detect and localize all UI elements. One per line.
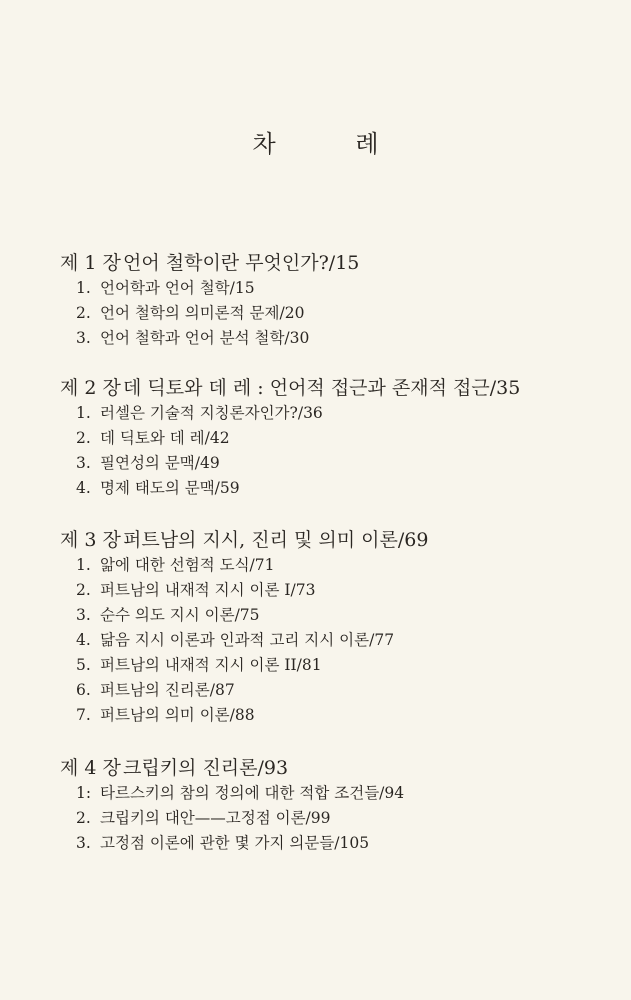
- chapter-title: 언어 철학이란 무엇인가?/15: [123, 252, 360, 274]
- chapter-1: [60, 250, 620, 351]
- chapter-number: 제 1 장: [60, 252, 121, 274]
- entry-number: 2.: [76, 581, 91, 599]
- toc-entry: [60, 806, 620, 831]
- chapter-number: 제 3 장: [60, 529, 121, 551]
- entry-title: 순수 의도 지시 이론/75: [100, 606, 260, 624]
- toc-entry: [60, 476, 620, 501]
- chapter-title: 크립키의 진리론/93: [123, 757, 289, 779]
- entry-title: 명제 태도의 문맥/59: [100, 479, 240, 497]
- entry-title: 타르스키의 참의 정의에 대한 적합 조건들/94: [100, 784, 405, 802]
- toc-entry: [60, 578, 620, 603]
- entry-number: 5.: [76, 656, 91, 674]
- entry-number: 1:: [76, 784, 92, 802]
- entry-title: 앎에 대한 선험적 도식/71: [100, 556, 275, 574]
- toc-entry: [60, 553, 620, 578]
- chapter-number: 제 2 장: [60, 377, 121, 399]
- entry-title: 언어학과 언어 철학/15: [100, 279, 255, 297]
- entry-number: 1.: [76, 404, 91, 422]
- entry-number: 2.: [76, 429, 91, 447]
- chapter-3: [60, 527, 620, 728]
- entry-title: 퍼트남의 의미 이론/88: [100, 706, 255, 724]
- entry-title: 러셀은 기술적 지칭론자인가?/36: [100, 404, 323, 422]
- entry-title: 퍼트남의 진리론/87: [100, 681, 235, 699]
- entry-title: 퍼트남의 내재적 지시 이론 I/73: [100, 581, 316, 599]
- chapter-title: 퍼트남의 지시, 진리 및 의미 이론/69: [123, 529, 429, 551]
- entry-number: 3.: [76, 329, 91, 347]
- entry-title: 언어 철학과 언어 분석 철학/30: [100, 329, 310, 347]
- toc-entry: [60, 426, 620, 451]
- chapter-4: [60, 755, 620, 856]
- entry-number: 3.: [76, 606, 91, 624]
- page-title: 차 례: [252, 130, 415, 158]
- toc-entry: [60, 678, 620, 703]
- entry-number: 6.: [76, 681, 91, 699]
- entry-title: 고정점 이론에 관한 몇 가지 의문들/105: [100, 834, 370, 852]
- entry-title: 닮음 지시 이론과 인과적 고리 지시 이론/77: [100, 631, 395, 649]
- toc-entry: [60, 401, 620, 426]
- toc-entry: [60, 653, 620, 678]
- chapter-heading: [60, 755, 620, 781]
- chapter-heading: [60, 527, 620, 553]
- entry-number: 2.: [76, 809, 91, 827]
- chapter-heading: [60, 250, 620, 276]
- entry-title: 언어 철학의 의미론적 문제/20: [100, 304, 305, 322]
- toc-entry: [60, 603, 620, 628]
- entry-number: 1.: [76, 279, 91, 297]
- entry-title: 데 딕토와 데 레/42: [100, 429, 230, 447]
- entry-number: 2.: [76, 304, 91, 322]
- toc-entry: [60, 326, 620, 351]
- chapter-heading: [60, 375, 620, 401]
- toc-entry: [60, 301, 620, 326]
- toc-entry: [60, 703, 620, 728]
- chapter-title: 데 딕토와 데 레 : 언어적 접근과 존재적 접근/35: [123, 377, 521, 399]
- entry-number: 4.: [76, 631, 91, 649]
- entry-number: 3.: [76, 454, 91, 472]
- toc-entry: [60, 451, 620, 476]
- toc-entry: [60, 831, 620, 856]
- entry-number: 1.: [76, 556, 91, 574]
- entry-number: 4.: [76, 479, 91, 497]
- chapter-number: 제 4 장: [60, 757, 121, 779]
- toc-entry: [60, 276, 620, 301]
- toc-entry: [60, 781, 620, 806]
- chapter-2: [60, 375, 620, 501]
- toc-entry: [60, 628, 620, 653]
- entry-title: 퍼트남의 내재적 지시 이론 II/81: [100, 656, 322, 674]
- entry-number: 7.: [76, 706, 91, 724]
- entry-number: 3.: [76, 834, 91, 852]
- entry-title: 크립키의 대안——고정점 이론/99: [100, 809, 331, 827]
- entry-title: 필연성의 문맥/49: [100, 454, 220, 472]
